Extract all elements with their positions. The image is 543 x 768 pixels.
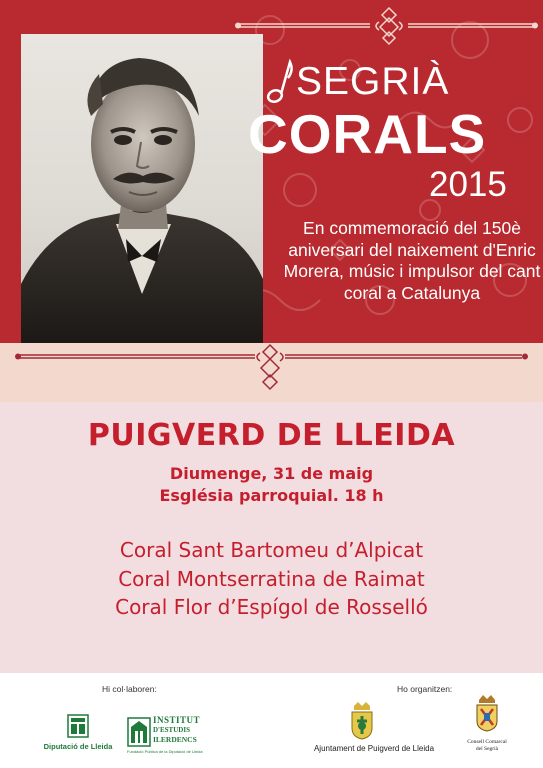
iei-emblem-icon [127, 717, 151, 747]
diputacio-emblem-icon [67, 714, 89, 738]
iei-line1: INSTITUT [153, 715, 201, 725]
diamond-ornament-icon [0, 343, 543, 402]
diputacio-logo [41, 714, 115, 756]
ajuntament-logo [302, 702, 446, 758]
intro-text: En commemoració del 150è aniversari del naixement d'Enric Morera, músic i impulsor del cant coral a Catalunya [283, 218, 541, 303]
festival-title-line2: CORALS [248, 103, 487, 165]
event-date: Diumenge, 31 de maig [169, 464, 374, 483]
choir-list [0, 536, 543, 622]
consell-shield-icon [475, 694, 499, 732]
venue-title: PUIGVERD DE LLEIDA [87, 418, 456, 453]
portrait-drawing [21, 34, 263, 343]
iei-subtitle: Fundació Pública de la Diputació de Lleida [127, 749, 203, 754]
choir-item: Coral Flor d’Espígol de Rosselló [115, 595, 428, 619]
ajuntament-name: Ajuntament de Puigverd de Lleida [313, 744, 435, 753]
festival-title-line1: SEGRIÀ [296, 60, 450, 103]
collaborators-label: Hi col·laboren: [102, 684, 157, 694]
consell-logo [460, 694, 514, 758]
consell-name-line1: Consell Comarcal [467, 739, 507, 745]
iei-logo [127, 713, 203, 758]
music-note-icon [266, 56, 296, 106]
choir-item: Coral Montserratina de Raimat [118, 566, 425, 591]
organizers-label: Ho organitzen: [397, 684, 453, 694]
event-place: Església parroquial. 18 h [159, 486, 384, 505]
consell-name-line2: del Segrià [475, 746, 499, 752]
portrait-photo [21, 34, 263, 343]
festival-year: 2015 [429, 165, 507, 204]
diputacio-name: Diputació de Lleida [43, 742, 113, 751]
ajuntament-shield-icon [349, 702, 375, 740]
choir-item: Coral Sant Bartomeu d’Alpicat [119, 538, 424, 562]
iei-line2: D'ESTUDIS [153, 726, 190, 734]
iei-line3: ILERDENCS [153, 735, 197, 744]
top-ornament [230, 0, 543, 60]
